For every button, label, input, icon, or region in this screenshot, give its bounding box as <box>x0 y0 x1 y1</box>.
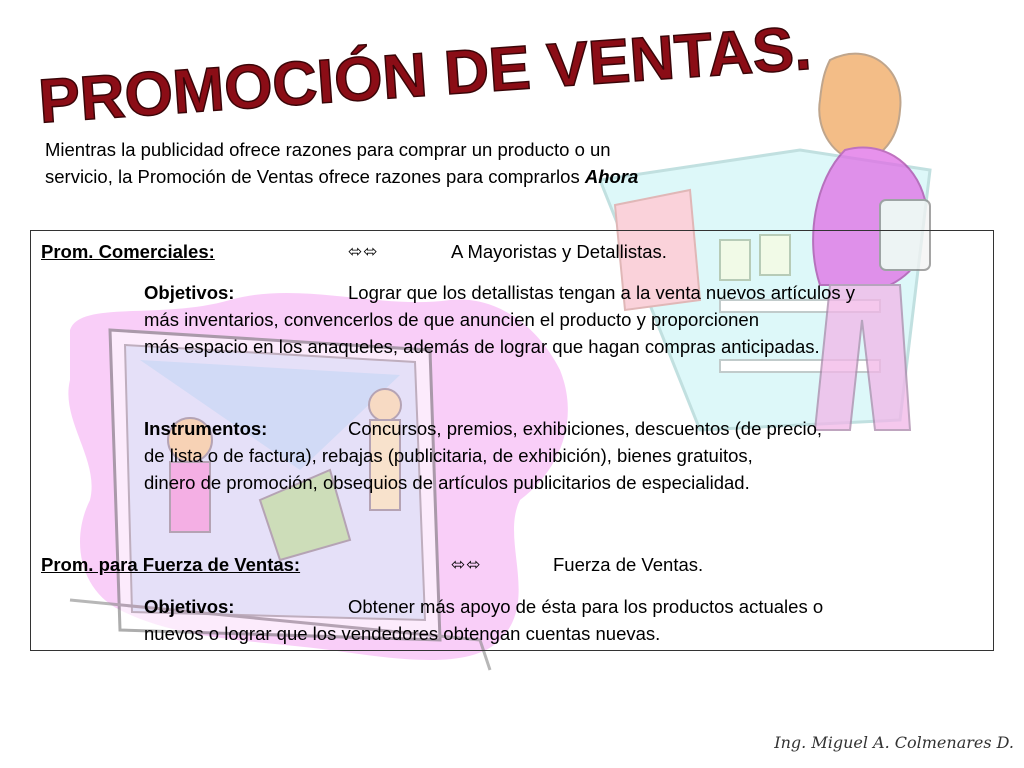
comerciales-instrumentos-line-3: dinero de promoción, obsequios de artículos publicitarios de especialidad. <box>144 472 750 493</box>
comerciales-target: A Mayoristas y Detallistas. <box>451 241 667 262</box>
fuerza-objetivos-line-1: Obtener más apoyo de ésta para los productos actuales o <box>348 596 824 617</box>
comerciales-instrumentos-line-2: de lista o de factura), rebajas (publicitaria, de exhibición), bienes gratuitos, <box>144 445 753 466</box>
title-wordart <box>36 8 814 138</box>
comerciales-objetivos-line-3: más espacio en los anaqueles, además de lograr que hagan compras anticipadas. <box>144 336 820 357</box>
intro-line-2-text: servicio, la Promoción de Ventas ofrece razones para comprarlos <box>45 166 580 187</box>
comerciales-heading: Prom. Comerciales: <box>41 241 215 262</box>
content-box <box>30 230 994 651</box>
arrows-icon: ⬄⬄ <box>348 242 379 261</box>
intro-line-2 <box>45 163 805 190</box>
page-title: PROMOCIÓN DE VENTAS. <box>36 13 814 137</box>
intro-paragraph <box>45 136 805 190</box>
comerciales-instrumentos-label: Instrumentos: <box>144 418 268 439</box>
fuerza-heading: Prom. para Fuerza de Ventas: <box>41 554 301 575</box>
fuerza-target: Fuerza de Ventas. <box>553 554 704 575</box>
intro-emphasis: Ahora <box>584 166 639 187</box>
fuerza-objetivos-line-2: nuevos o lograr que los vendedores obtengan cuentas nuevas. <box>144 623 661 644</box>
arrows-icon: ⬄⬄ <box>451 555 482 574</box>
author-signature: Ing. Miguel A. Colmenares D. <box>774 733 1014 752</box>
comerciales-objetivos-line-1: Lograr que los detallistas tengan a la venta nuevos artículos y <box>348 282 856 303</box>
comerciales-objetivos-label: Objetivos: <box>144 282 235 303</box>
comerciales-objetivos-line-2: más inventarios, convencerlos de que anuncien el producto y proporcionen <box>144 309 759 330</box>
fuerza-objetivos-label: Objetivos: <box>144 596 235 617</box>
comerciales-instrumentos-line-1: Concursos, premios, exhibiciones, descuentos (de precio, <box>348 418 823 439</box>
intro-line-1: Mientras la publicidad ofrece razones para comprar un producto o un <box>45 139 611 160</box>
